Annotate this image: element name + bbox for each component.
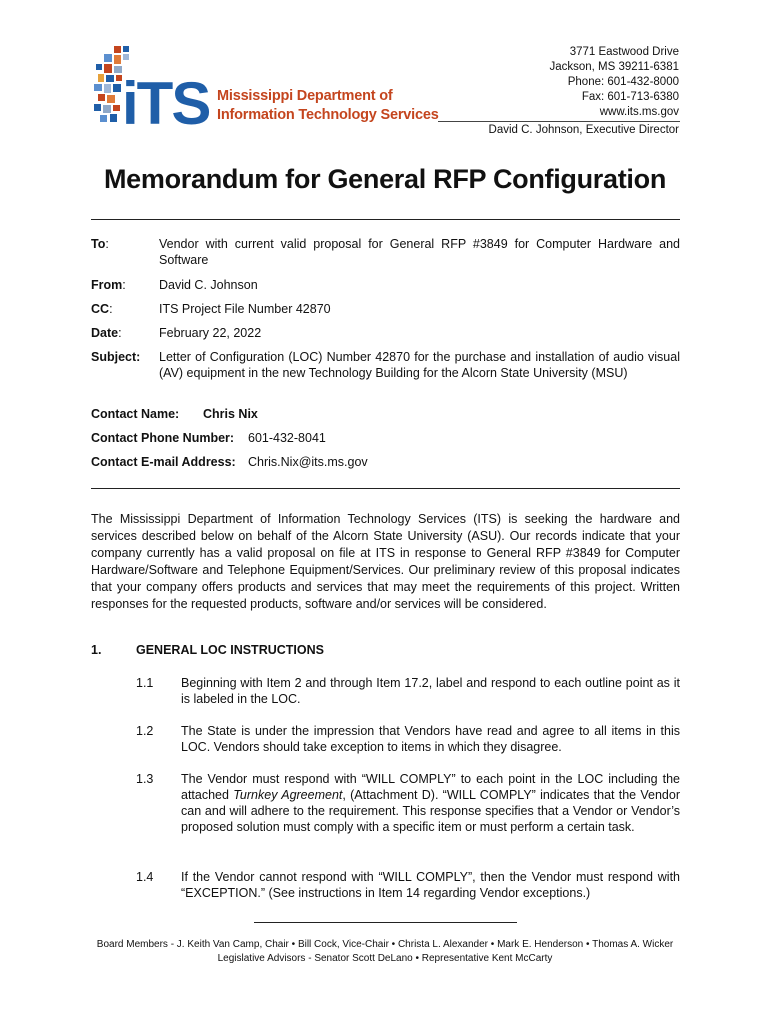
director-divider (438, 121, 680, 122)
footer-board (0, 938, 770, 966)
subject-label: Subject: (91, 350, 141, 364)
section-number: 1. (91, 643, 102, 657)
item-text-part: The Vendor must respond with “WILL COMPLY” to each point in the LOC including the attached (181, 772, 680, 802)
contact-name-value: Chris Nix (203, 407, 258, 421)
address-block (549, 45, 679, 120)
cc-label: CC (91, 302, 110, 316)
from-label: From (91, 278, 123, 292)
address-website: www.its.ms.gov (599, 106, 679, 118)
to-value: Vendor with current valid proposal for General RFP #3849 for Computer Hardware and Software (159, 237, 680, 267)
org-line-1: Mississippi Department of (217, 88, 393, 104)
contact-name-label: Contact Name: (91, 407, 180, 421)
date-value: February 22, 2022 (159, 326, 262, 340)
item-text-part: , (Attachment D). “WILL COMPLY” indicates that the Vendor can and will adhere to the requirement. This response specifies that a Vendor or Vendor’s proposed solution must comply with a specific item or must perform a certain task. (181, 788, 680, 834)
subject-value: Letter of Configuration (LOC) Number 42870 for the purchase and installation of audio visual (AV) equipment in the new Technology Building for the Alcorn State University (MSU) (159, 350, 680, 380)
section-title: GENERAL LOC INSTRUCTIONS (136, 643, 324, 657)
contact-email (91, 454, 368, 470)
address-fax: Fax: 601-713-6380 (581, 91, 679, 103)
item-text: The State is under the impression that Vendors have read and agree to all items in this LOC. Vendors should take exception to items in which they disagree. (181, 724, 680, 754)
item-text: If the Vendor cannot respond with “WILL COMPLY”, then the Vendor must respond with “EXCEPTION.” (See instructions in Item 14 regarding Vendor exceptions.) (181, 870, 680, 900)
executive-director: David C. Johnson, Executive Director (488, 124, 679, 136)
to-label: To (91, 237, 106, 251)
from-colon: : (122, 278, 126, 292)
board-members: Board Members - J. Keith Van Camp, Chair • Bill Cock, Vice-Chair • Christa L. Alexander • Mark E. Henderson • Thomas A. Wicker (96, 939, 674, 950)
address-phone: Phone: 601-432-8000 (567, 76, 679, 88)
its-logo (86, 44, 216, 128)
contact-phone-label: Contact Phone Number: (91, 431, 235, 445)
address-street: 3771 Eastwood Drive (569, 46, 679, 58)
contact-phone-value[interactable]: 601-432-8041 (248, 431, 326, 445)
item-text (181, 771, 680, 835)
item-number: 1.3 (136, 772, 154, 786)
intro-paragraph: The Mississippi Department of Information Technology Services (ITS) is seeking the hardware and services described below on behalf of the Alcorn State University (ASU). Our records indicate that your company currently has a valid proposal on file at ITS in response to General RFP #3849 for Computer Hardware/Software and Telephone Equipment/Services. Our preliminary review of this proposal indicates that your company offers products and services that may meet the requirements of this project. Written responses for the requested products, software and/or services will be considered. (91, 512, 680, 611)
from-value: David C. Johnson (159, 278, 258, 292)
page-title: Memorandum for General RFP Configuration (103, 164, 667, 194)
cc-value: ITS Project File Number 42870 (159, 302, 331, 316)
legislative-advisors: Legislative Advisors - Senator Scott DeLano • Representative Kent McCarty (217, 953, 553, 964)
item-text: Beginning with Item 2 and through Item 17.2, label and respond to each outline point as it is labeled in the LOC. (181, 676, 680, 706)
item-number: 1.4 (136, 870, 154, 884)
date-colon: : (118, 326, 122, 340)
title-divider (91, 219, 680, 220)
logo-wordmark: iTS (122, 70, 210, 128)
contact-name (91, 406, 258, 422)
footer-divider (254, 922, 517, 923)
turnkey-agreement-ref: Turnkey Agreement (233, 788, 343, 802)
contact-email-label: Contact E-mail Address: (91, 455, 236, 469)
org-name (217, 87, 439, 125)
memo-subject (91, 349, 680, 399)
memo-to (91, 236, 680, 270)
contact-phone (91, 430, 326, 446)
org-line-2: Information Technology Services (217, 107, 439, 123)
to-colon: : (105, 237, 109, 251)
contact-email-value[interactable]: Chris.Nix@its.ms.gov (248, 455, 368, 469)
item-number: 1.1 (136, 676, 154, 690)
address-city: Jackson, MS 39211-6381 (549, 61, 679, 73)
header-divider (91, 488, 680, 489)
item-number: 1.2 (136, 724, 154, 738)
cc-colon: : (109, 302, 113, 316)
date-label: Date (91, 326, 119, 340)
